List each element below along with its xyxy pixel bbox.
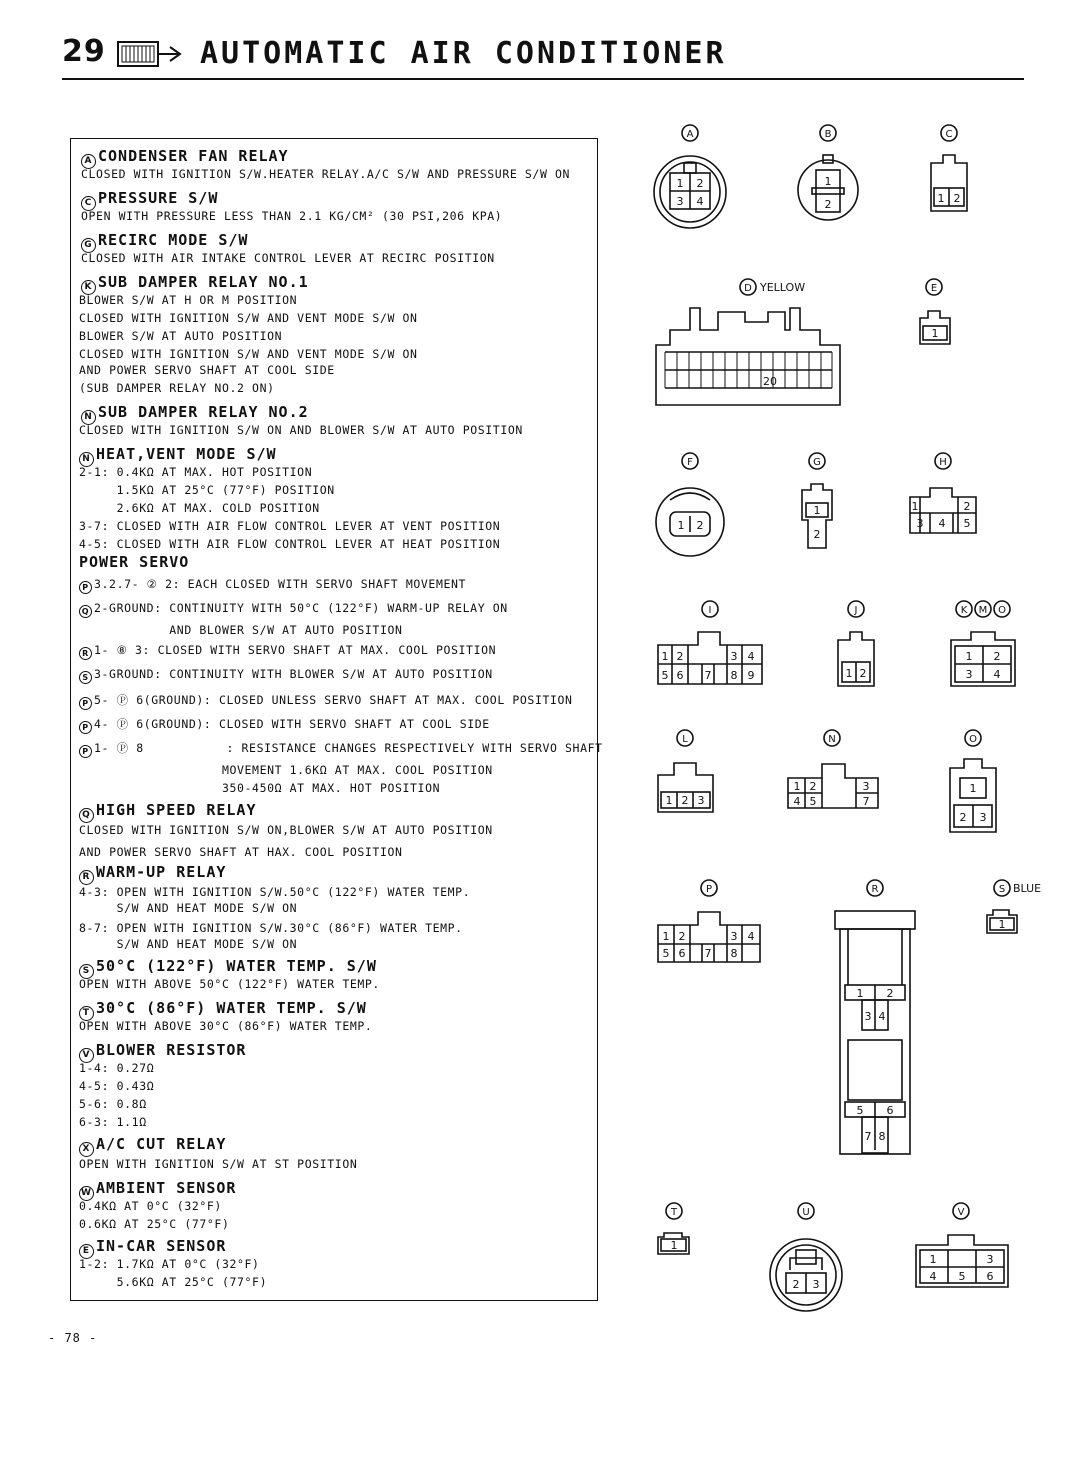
svg-text:5: 5 — [661, 669, 669, 682]
svg-text:2: 2 — [813, 528, 821, 541]
svg-text:2: 2 — [859, 667, 867, 680]
svg-text:U: U — [802, 1207, 810, 1218]
svg-text:O: O — [969, 734, 977, 745]
svg-text:3: 3 — [986, 1253, 994, 1266]
circled-letter-icon: P — [79, 721, 92, 734]
svg-text:F: F — [687, 457, 693, 468]
connector-u — [770, 1203, 842, 1311]
connector-j — [838, 601, 874, 686]
spec-line-text: 3-7: CLOSED WITH AIR FLOW CONTROL LEVER AT VENT POSITION — [79, 519, 501, 533]
svg-text:7: 7 — [704, 947, 712, 960]
spec-line-text: 8-7: OPEN WITH IGNITION S/W.30°C (86°F) WATER TEMP. — [79, 921, 463, 935]
spec-line-text: 0.4KΩ AT 0°C (32°F) — [79, 1199, 222, 1213]
svg-text:1: 1 — [965, 650, 973, 663]
svg-text:4: 4 — [793, 795, 801, 808]
connector-l — [658, 730, 713, 812]
svg-text:6: 6 — [678, 947, 686, 960]
spec-line-text: BLOWER S/W AT AUTO POSITION — [79, 329, 283, 343]
circled-letter-icon: S — [79, 964, 94, 979]
svg-text:P: P — [705, 884, 713, 895]
connector-a — [654, 125, 726, 228]
spec-line-text: CLOSED WITH IGNITION S/W ON AND BLOWER S/W AT AUTO POSITION — [79, 423, 523, 437]
circled-letter-icon: X — [79, 1142, 94, 1157]
spec-line-text: CLOSED WITH IGNITION S/W ON,BLOWER S/W AT AUTO POSITION — [79, 823, 493, 837]
circled-letter-icon: P — [79, 697, 92, 710]
svg-text:3: 3 — [812, 1278, 820, 1291]
svg-text:3: 3 — [730, 930, 738, 943]
svg-text:3: 3 — [862, 780, 870, 793]
svg-text:2: 2 — [963, 500, 971, 513]
connector-c — [931, 125, 967, 211]
spec-line-text: AND POWER SERVO SHAFT AT HAX. COOL POSITION — [79, 845, 403, 859]
svg-text:2: 2 — [886, 987, 894, 1000]
spec-line-text: 2.6KΩ AT MAX. COLD POSITION — [79, 501, 320, 515]
svg-text:1: 1 — [793, 780, 801, 793]
circled-letter-icon: W — [79, 1186, 94, 1201]
svg-text:E: E — [930, 283, 938, 294]
svg-text:20: 20 — [763, 375, 777, 388]
svg-text:4: 4 — [747, 930, 755, 943]
circled-letter-icon: R — [79, 647, 92, 660]
svg-text:5: 5 — [809, 795, 817, 808]
spec-line-text: 1-4: 0.27Ω — [79, 1061, 155, 1075]
circled-letter-icon: V — [79, 1048, 94, 1063]
circled-letter-icon: N — [79, 452, 94, 467]
svg-text:5: 5 — [963, 517, 971, 530]
connector-a-label: A — [686, 129, 694, 140]
svg-text:3: 3 — [864, 1010, 872, 1023]
section-heading-text: AMBIENT SENSOR — [96, 1179, 237, 1197]
svg-text:2: 2 — [696, 519, 704, 532]
spec-line-text: 0.6KΩ AT 25°C (77°F) — [79, 1217, 230, 1231]
svg-text:1: 1 — [665, 794, 673, 807]
svg-text:M: M — [978, 605, 988, 616]
svg-text:1: 1 — [677, 519, 685, 532]
svg-text:1: 1 — [998, 918, 1006, 931]
circled-letter-icon: K — [81, 280, 96, 295]
connector-s-color: BLUE — [1013, 882, 1042, 895]
spec-line-text: (SUB DAMPER RELAY NO.2 ON) — [79, 381, 275, 395]
svg-text:4: 4 — [938, 517, 946, 530]
circled-letter-icon: N — [81, 410, 96, 425]
spec-line-text: OPEN WITH ABOVE 30°C (86°F) WATER TEMP. — [79, 1019, 373, 1033]
svg-text:2: 2 — [676, 650, 684, 663]
svg-text:6: 6 — [676, 669, 684, 682]
svg-text:3: 3 — [730, 650, 738, 663]
spec-line-text: CLOSED WITH IGNITION S/W AND VENT MODE S/W ON — [79, 347, 418, 361]
svg-text:1: 1 — [929, 1253, 937, 1266]
section-heading-text: A/C CUT RELAY — [96, 1135, 227, 1153]
svg-text:1: 1 — [676, 177, 684, 190]
svg-text:1: 1 — [661, 650, 669, 663]
circled-letter-icon: S — [79, 671, 92, 684]
svg-text:4: 4 — [929, 1270, 937, 1283]
svg-text:I: I — [708, 605, 712, 616]
circled-letter-icon: A — [81, 154, 96, 169]
svg-text:1: 1 — [670, 1239, 678, 1252]
page-number: 29 — [62, 34, 106, 69]
spec-line-text: OPEN WITH PRESSURE LESS THAN 2.1 KG/CM² (30 PSI,206 KPA) — [81, 209, 503, 223]
spec-line-text: OPEN WITH ABOVE 50°C (122°F) WATER TEMP. — [79, 977, 380, 991]
circled-letter-icon: T — [79, 1006, 94, 1021]
svg-text:1: 1 — [856, 987, 864, 1000]
svg-text:V: V — [957, 1207, 965, 1218]
svg-text:5: 5 — [958, 1270, 966, 1283]
connector-t — [658, 1203, 689, 1254]
spec-line-text: 2-1: 0.4KΩ AT MAX. HOT POSITION — [79, 465, 313, 479]
svg-text:2: 2 — [953, 192, 961, 205]
svg-text:8: 8 — [878, 1130, 886, 1143]
section-heading-text: BLOWER RESISTOR — [96, 1041, 247, 1059]
page-footer: - 78 - — [48, 1331, 98, 1345]
page-title: AUTOMATIC AIR CONDITIONER — [200, 36, 727, 71]
circled-letter-icon: Q — [79, 605, 92, 618]
connector-b — [798, 125, 858, 220]
svg-text:S: S — [998, 884, 1006, 895]
svg-text:7: 7 — [864, 1130, 872, 1143]
connector-d — [656, 279, 840, 405]
connector-s — [987, 880, 1041, 933]
svg-text:1: 1 — [937, 192, 945, 205]
svg-text:J: J — [854, 605, 858, 616]
spec-line-text: 5.6KΩ AT 25°C (77°F) — [79, 1275, 268, 1289]
svg-text:4: 4 — [993, 668, 1001, 681]
section-heading-text: HIGH SPEED RELAY — [96, 801, 257, 819]
svg-text:4: 4 — [747, 650, 755, 663]
section-heading-text: HEAT,VENT MODE S/W — [96, 445, 277, 463]
svg-text:B: B — [824, 129, 832, 140]
section-heading-text: RECIRC MODE S/W — [98, 231, 249, 249]
connector-r — [835, 880, 915, 1154]
svg-text:2: 2 — [959, 811, 967, 824]
circled-letter-icon: E — [79, 1244, 94, 1259]
svg-text:1: 1 — [824, 175, 832, 188]
circled-letter-icon: Q — [79, 808, 94, 823]
spec-line-text: 1.5KΩ AT 25°C (77°F) POSITION — [79, 483, 335, 497]
svg-text:4: 4 — [878, 1010, 886, 1023]
spec-line-text: 1-2: 1.7KΩ AT 0°C (32°F) — [79, 1257, 260, 1271]
connector-g — [802, 453, 832, 548]
svg-text:6: 6 — [886, 1104, 894, 1117]
spec-line-text: CLOSED WITH AIR INTAKE CONTROL LEVER AT RECIRC POSITION — [81, 251, 495, 265]
svg-text:3: 3 — [697, 794, 705, 807]
spec-line-text: CLOSED WITH IGNITION S/W AND VENT MODE S/W ON — [79, 311, 418, 325]
section-heading-text: CONDENSER FAN RELAY — [98, 147, 289, 165]
section-heading-text: WARM-UP RELAY — [96, 863, 227, 881]
section-heading-text: PRESSURE S/W — [98, 189, 219, 207]
svg-text:C: C — [945, 129, 953, 140]
spec-line-text: 5-6: 0.8Ω — [79, 1097, 147, 1111]
svg-text:L: L — [682, 734, 688, 745]
svg-text:2: 2 — [681, 794, 689, 807]
circled-letter-icon: P — [79, 581, 92, 594]
svg-text:T: T — [670, 1207, 678, 1218]
spec-line-text: 5- Ⓟ 6(GROUND): CLOSED UNLESS SERVO SHAFT AT MAX. COOL POSITION — [94, 693, 573, 707]
svg-text:1: 1 — [931, 327, 939, 340]
spec-line-text: 1- Ⓟ 8 : RESISTANCE CHANGES RESPECTIVELY WITH SERVO SHAFT — [94, 741, 603, 755]
svg-text:2: 2 — [792, 1278, 800, 1291]
section-heading-text: 50°C (122°F) WATER TEMP. S/W — [96, 957, 377, 975]
svg-text:3: 3 — [916, 517, 924, 530]
connector-h — [910, 453, 976, 533]
spec-line-text: 6-3: 1.1Ω — [79, 1115, 147, 1129]
svg-text:6: 6 — [986, 1270, 994, 1283]
svg-text:R: R — [871, 884, 879, 895]
spec-line-text: 4-3: OPEN WITH IGNITION S/W.50°C (122°F) WATER TEMP. — [79, 885, 471, 899]
connector-e — [920, 279, 950, 344]
spec-line-text: 3-GROUND: CONTINUITY WITH BLOWER S/W AT AUTO POSITION — [94, 667, 493, 681]
svg-text:1: 1 — [662, 930, 670, 943]
section-heading-text: SUB DAMPER RELAY NO.2 — [98, 403, 309, 421]
svg-text:1: 1 — [845, 667, 853, 680]
svg-text:9: 9 — [747, 669, 755, 682]
connector-o — [950, 730, 996, 832]
svg-text:7: 7 — [862, 795, 870, 808]
spec-line-text: CLOSED WITH IGNITION S/W.HEATER RELAY.A/C S/W AND PRESSURE S/W ON — [81, 167, 571, 181]
spec-line-text: OPEN WITH IGNITION S/W AT ST POSITION — [79, 1157, 358, 1171]
spec-line-text: 350-450Ω AT MAX. HOT POSITION — [79, 781, 441, 795]
connector-i — [658, 601, 762, 684]
connector-p — [658, 880, 760, 962]
svg-text:1: 1 — [911, 500, 919, 513]
svg-text:N: N — [828, 734, 836, 745]
svg-text:2: 2 — [993, 650, 1001, 663]
connector-d-color: YELLOW — [760, 281, 806, 294]
svg-text:8: 8 — [730, 669, 738, 682]
connector-n — [788, 730, 878, 808]
circled-letter-icon: G — [81, 238, 96, 253]
spec-line-text: AND POWER SERVO SHAFT AT COOL SIDE — [79, 363, 335, 377]
section-heading-text: SUB DAMPER RELAY NO.1 — [98, 273, 309, 291]
svg-text:2: 2 — [824, 198, 832, 211]
svg-text:3: 3 — [676, 195, 684, 208]
circled-letter-icon: C — [81, 196, 96, 211]
svg-text:7: 7 — [704, 669, 712, 682]
svg-text:O: O — [998, 605, 1006, 616]
svg-text:4: 4 — [696, 195, 704, 208]
svg-text:3: 3 — [965, 668, 973, 681]
svg-text:1: 1 — [969, 782, 977, 795]
spec-line-text: 4-5: CLOSED WITH AIR FLOW CONTROL LEVER AT HEAT POSITION — [79, 537, 501, 551]
svg-text:2: 2 — [678, 930, 686, 943]
svg-text:D: D — [744, 283, 752, 294]
circled-letter-icon: P — [79, 745, 92, 758]
connector-k-m-o — [951, 601, 1015, 686]
svg-text:3: 3 — [979, 811, 987, 824]
circled-letter-icon: R — [79, 870, 94, 885]
spec-line-text: 4- Ⓟ 6(GROUND): CLOSED WITH SERVO SHAFT AT COOL SIDE — [94, 717, 490, 731]
spec-line-text: 3.2.7- ② 2: EACH CLOSED WITH SERVO SHAFT MOVEMENT — [94, 577, 467, 591]
connector-v — [916, 1203, 1008, 1287]
spec-line-text: MOVEMENT 1.6KΩ AT MAX. COOL POSITION — [79, 763, 493, 777]
spec-line-text: AND BLOWER S/W AT AUTO POSITION — [79, 623, 403, 637]
svg-text:1: 1 — [813, 504, 821, 517]
connector-f — [656, 453, 724, 556]
spec-line-text: 1- ⑧ 3: CLOSED WITH SERVO SHAFT AT MAX. COOL POSITION — [94, 643, 497, 657]
svg-text:2: 2 — [809, 780, 817, 793]
svg-text:H: H — [939, 457, 947, 468]
spec-line-text: 4-5: 0.43Ω — [79, 1079, 155, 1093]
svg-text:G: G — [813, 457, 821, 468]
spec-line-text: S/W AND HEAT MODE S/W ON — [79, 937, 298, 951]
section-heading-text: 30°C (86°F) WATER TEMP. S/W — [96, 999, 367, 1017]
spec-line-text: 2-GROUND: CONTINUITY WITH 50°C (122°F) WARM-UP RELAY ON — [94, 601, 508, 615]
section-heading-text: POWER SERVO — [79, 553, 190, 571]
svg-text:K: K — [960, 605, 968, 616]
svg-text:8: 8 — [730, 947, 738, 960]
svg-text:2: 2 — [696, 177, 704, 190]
spec-line-text: BLOWER S/W AT H OR M POSITION — [79, 293, 298, 307]
spec-line-text: S/W AND HEAT MODE S/W ON — [79, 901, 298, 915]
section-heading-text: IN-CAR SENSOR — [96, 1237, 227, 1255]
svg-text:5: 5 — [856, 1104, 864, 1117]
svg-text:5: 5 — [662, 947, 670, 960]
